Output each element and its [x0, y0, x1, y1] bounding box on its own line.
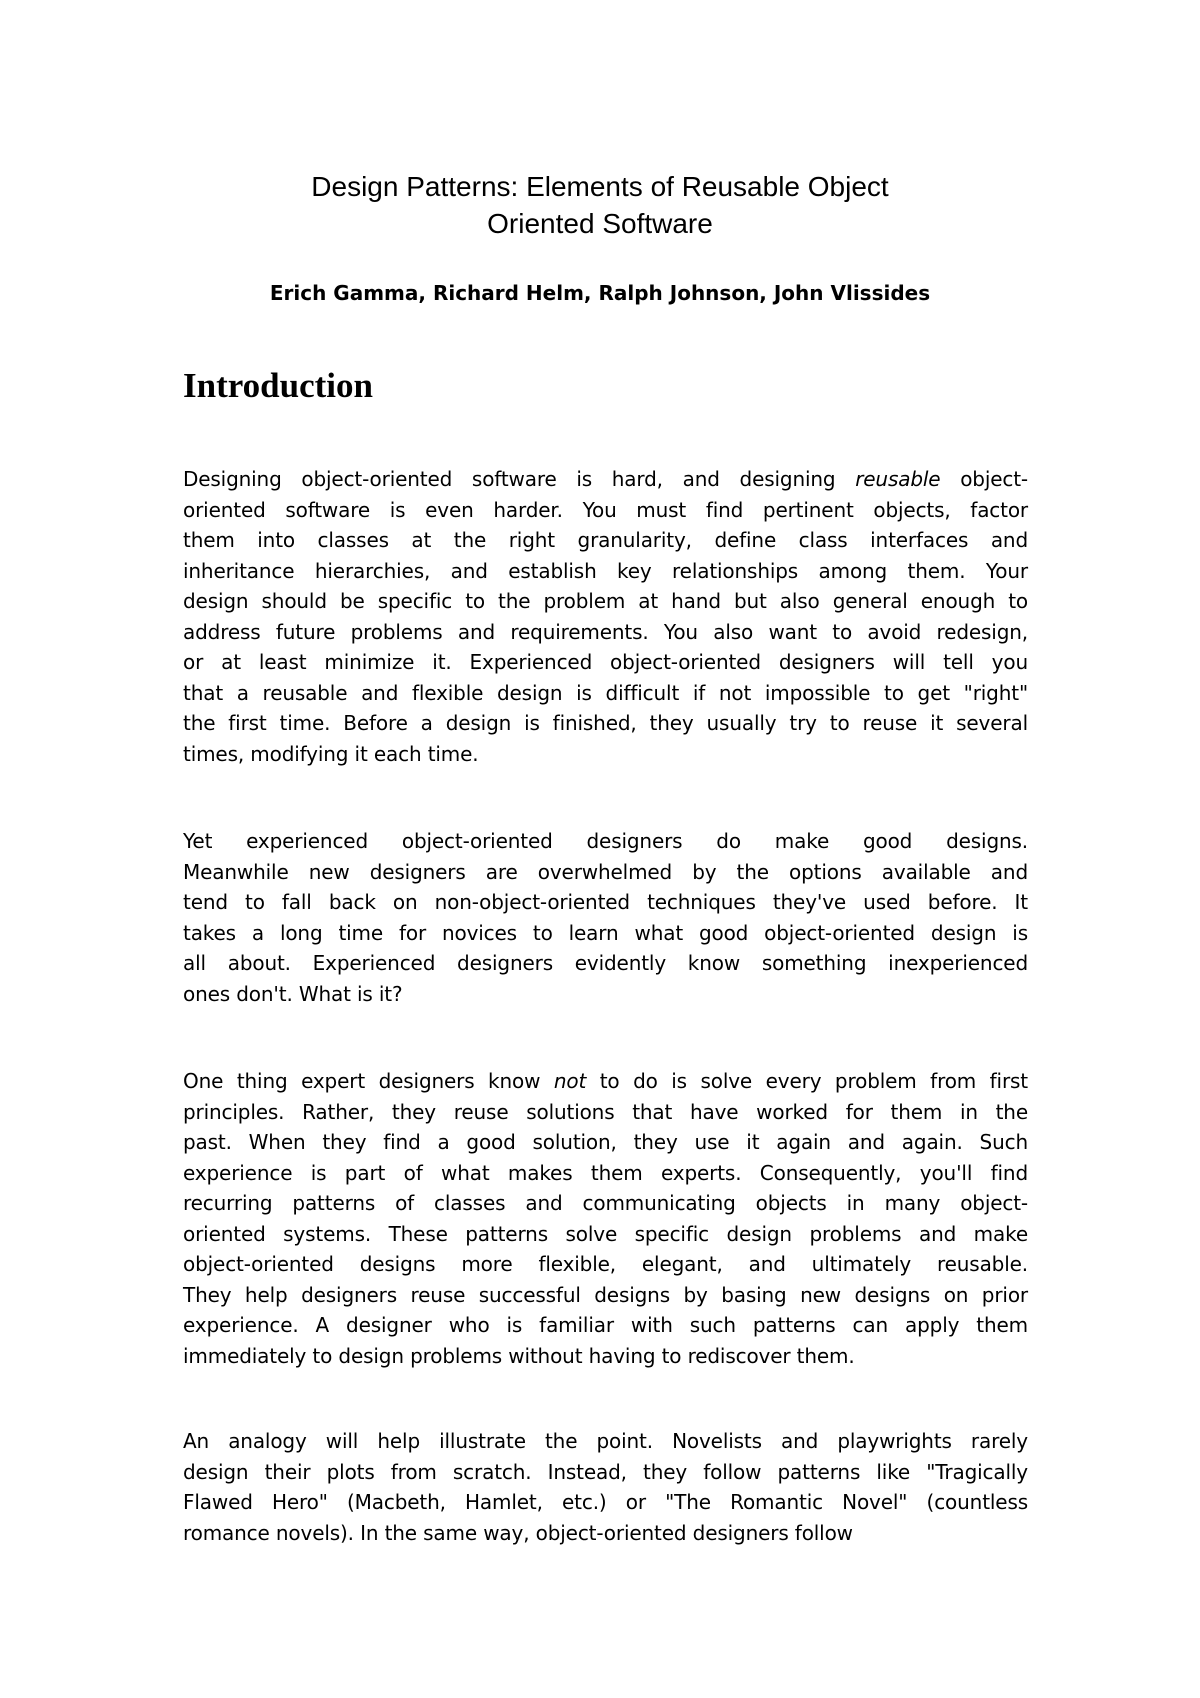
text-segment: that a reusable and flexible design is difficult if not impossible to get "right": [183, 680, 1028, 705]
text-segment: Flawed Hero" (Macbeth, Hamlet, etc.) or "The Romantic Novel" (countless: [183, 1490, 1028, 1514]
text-segment: the first time. Before a design is finished, they usually try to reuse it several: [183, 711, 1028, 735]
paragraph-line: [183, 918, 1028, 949]
paragraph-line: [183, 857, 1028, 888]
text-segment: times, modifying it each time.: [183, 741, 479, 766]
text-segment: to do is solve every problem from first: [586, 1069, 1029, 1093]
paragraph-line: [183, 1097, 1028, 1128]
text-segment: oriented software is even harder. You must find pertinent objects, factor: [183, 497, 1028, 522]
text-segment: An analogy will help illustrate the point. Novelists and playwrights rarely: [183, 1429, 1028, 1453]
paragraph-line: [183, 1457, 1028, 1488]
emphasis-text: not: [553, 1069, 587, 1093]
paragraph-line: [183, 1158, 1028, 1189]
text-segment: recurring patterns of classes and communicating objects in many object-: [183, 1191, 1028, 1215]
text-segment: ones don't. What is it?: [183, 981, 403, 1006]
text-segment: romance novels). In the same way, object-oriented designers follow: [183, 1520, 853, 1545]
paragraph-line: [183, 1127, 1028, 1158]
paragraph-4: [183, 1426, 1028, 1548]
text-segment: Yet experienced object-oriented designers do make good designs.: [183, 829, 1028, 853]
paragraph-line: [183, 1518, 1028, 1549]
section-heading: Introduction: [183, 366, 373, 405]
text-segment: them into classes at the right granularity, define class interfaces and: [183, 528, 1028, 552]
document-title: [180, 168, 1020, 242]
text-segment: experience is part of what makes them experts. Consequently, you'll find: [183, 1160, 1028, 1185]
paragraph-line: [183, 525, 1028, 556]
text-segment: tend to fall back on non-object-oriented techniques they've used before. It: [183, 890, 1028, 914]
text-segment: immediately to design problems without having to rediscover them.: [183, 1343, 855, 1368]
text-segment: inheritance hierarchies, and establish key relationships among them. Your: [183, 558, 1028, 583]
text-segment: address future problems and requirements. You also want to avoid redesign,: [183, 619, 1028, 644]
paragraph-1: [183, 464, 1028, 769]
paragraph-line: [183, 979, 1028, 1010]
paragraph-line: [183, 887, 1028, 918]
text-segment: design should be specific to the problem at hand but also general enough to: [183, 589, 1028, 613]
paragraph-2: [183, 826, 1028, 1009]
paragraph-line: [183, 1188, 1028, 1219]
text-segment: or at least minimize it. Experienced object-oriented designers will tell you: [183, 650, 1028, 674]
text-segment: Designing object-oriented software is hard, and designing: [183, 467, 856, 491]
paragraph-line: [183, 948, 1028, 979]
text-segment: They help designers reuse successful designs by basing new designs on prior: [183, 1282, 1028, 1307]
paragraph-line: [183, 678, 1028, 709]
emphasis-text: reusable: [855, 467, 941, 491]
paragraph-line: [183, 1249, 1028, 1280]
paragraph-line: [183, 1426, 1028, 1457]
paragraph-line: [183, 826, 1028, 857]
text-segment: oriented systems. These patterns solve specific design problems and make: [183, 1221, 1028, 1246]
paragraph-line: [183, 586, 1028, 617]
paragraph-line: [183, 739, 1028, 770]
text-segment: object-: [940, 467, 1028, 491]
paragraph-line: [183, 1341, 1028, 1372]
title-line-2: Oriented Software: [487, 208, 713, 239]
text-segment: Meanwhile new designers are overwhelmed by the options available and: [183, 859, 1028, 884]
paragraph-line: [183, 1487, 1028, 1518]
paragraph-line: [183, 556, 1028, 587]
paragraph-line: [183, 617, 1028, 648]
text-segment: design their plots from scratch. Instead, they follow patterns like "Tragically: [183, 1459, 1028, 1484]
paragraph-3: [183, 1066, 1028, 1371]
text-segment: takes a long time for novices to learn what good object-oriented design is: [183, 920, 1028, 945]
title-line-1: Design Patterns: Elements of Reusable Object: [311, 171, 889, 202]
paragraph-line: [183, 464, 1028, 495]
paragraph-line: [183, 708, 1028, 739]
paragraph-line: [183, 647, 1028, 678]
paragraph-line: [183, 495, 1028, 526]
author-list: Erich Gamma, Richard Helm, Ralph Johnson, John Vlissides: [269, 281, 931, 305]
paragraph-line: [183, 1066, 1028, 1097]
text-segment: principles. Rather, they reuse solutions that have worked for them in the: [183, 1099, 1028, 1124]
paragraph-line: [183, 1310, 1028, 1341]
text-segment: all about. Experienced designers evidently know something inexperienced: [183, 951, 1028, 975]
text-segment: past. When they find a good solution, they use it again and again. Such: [183, 1130, 1028, 1154]
text-segment: object-oriented designs more flexible, elegant, and ultimately reusable.: [183, 1252, 1028, 1276]
text-segment: experience. A designer who is familiar with such patterns can apply them: [183, 1313, 1028, 1337]
text-segment: One thing expert designers know: [183, 1069, 554, 1093]
paragraph-line: [183, 1280, 1028, 1311]
paragraph-line: [183, 1219, 1028, 1250]
